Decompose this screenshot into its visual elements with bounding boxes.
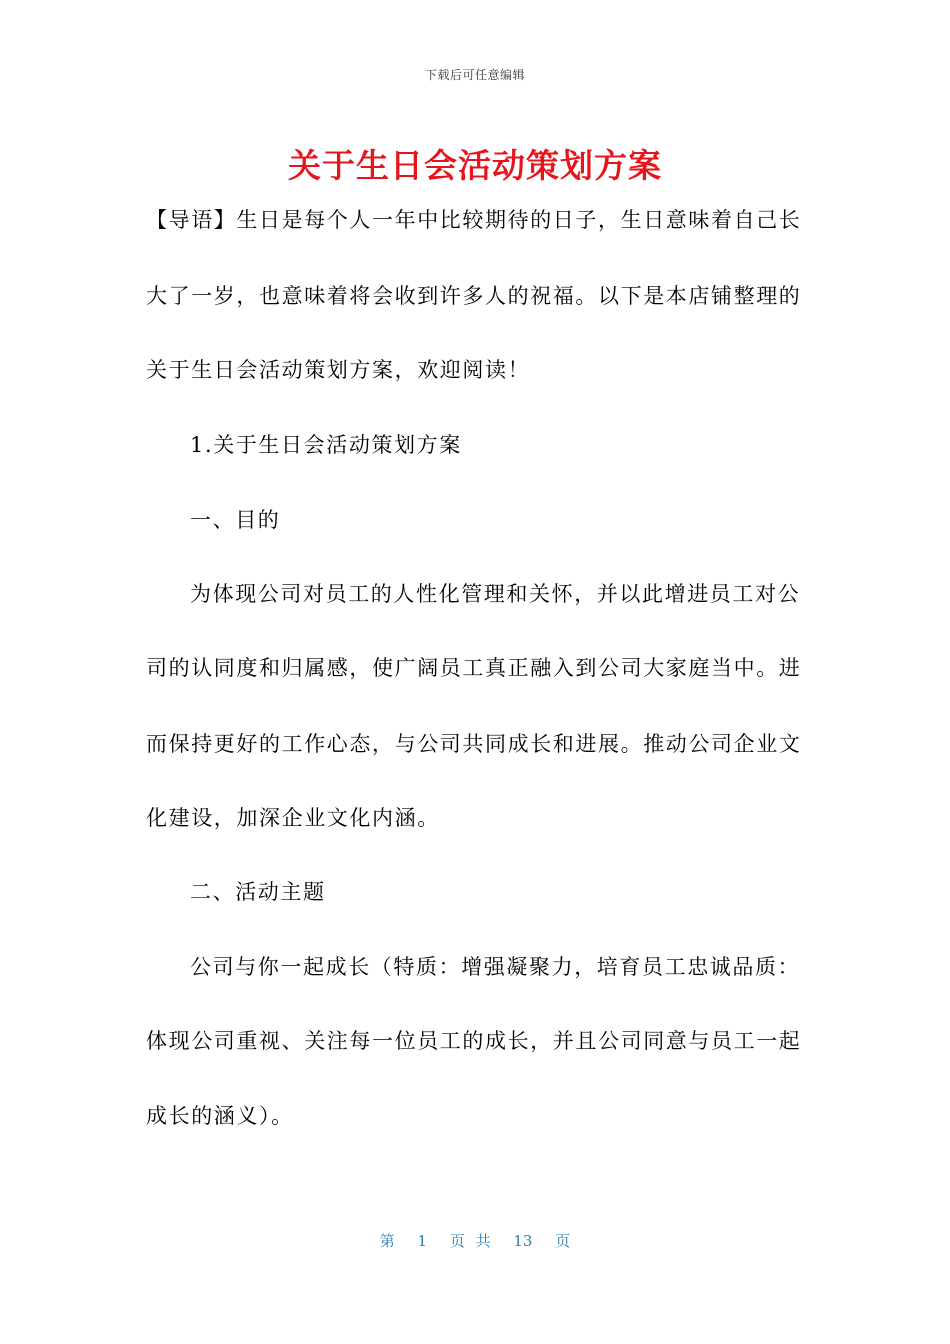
section-heading: 二、活动主题 — [190, 880, 326, 904]
header-note: 下载后可任意编辑 — [424, 68, 525, 82]
footer-middle: 页 共 — [449, 1232, 491, 1250]
paragraph-line: 【导语】生日是每个人一年中比较期待的日子，生日意味着自己长 — [146, 208, 802, 232]
paragraph-line: 成长的涵义）。 — [146, 1104, 294, 1128]
paragraph-line: 化建设，加深企业文化内涵。 — [146, 806, 440, 830]
paragraph-line: 司的认同度和归属感，使广阔员工真正融入到公司大家庭当中。进 — [146, 656, 802, 680]
document-title: 关于生日会活动策划方案 — [288, 146, 662, 185]
footer-suffix: 页 — [555, 1232, 571, 1250]
section-heading: 一、目的 — [190, 508, 281, 532]
paragraph-line: 关于生日会活动策划方案，欢迎阅读！ — [146, 358, 531, 382]
paragraph-line: 大了一岁，也意味着将会收到许多人的祝福。以下是本店铺整理的 — [146, 284, 802, 308]
paragraph-line: 体现公司重视、关注每一位员工的成长，并且公司同意与员工一起 — [146, 1029, 802, 1053]
page-footer — [0, 1230, 950, 1251]
total-page-count: 13 — [513, 1232, 533, 1250]
paragraph-line: 公司与你一起成长（特质：增强凝聚力，培育员工忠诚品质： — [190, 955, 801, 979]
current-page-number: 1 — [417, 1232, 428, 1250]
paragraph-line: 而保持更好的工作心态，与公司共同成长和进展。推动公司企业文 — [146, 732, 802, 756]
paragraph-line: 为体现公司对员工的人性化管理和关怀，并以此增进员工对公 — [190, 582, 801, 606]
section-heading: 1.关于生日会活动策划方案 — [190, 433, 462, 457]
footer-prefix: 第 — [379, 1232, 395, 1250]
